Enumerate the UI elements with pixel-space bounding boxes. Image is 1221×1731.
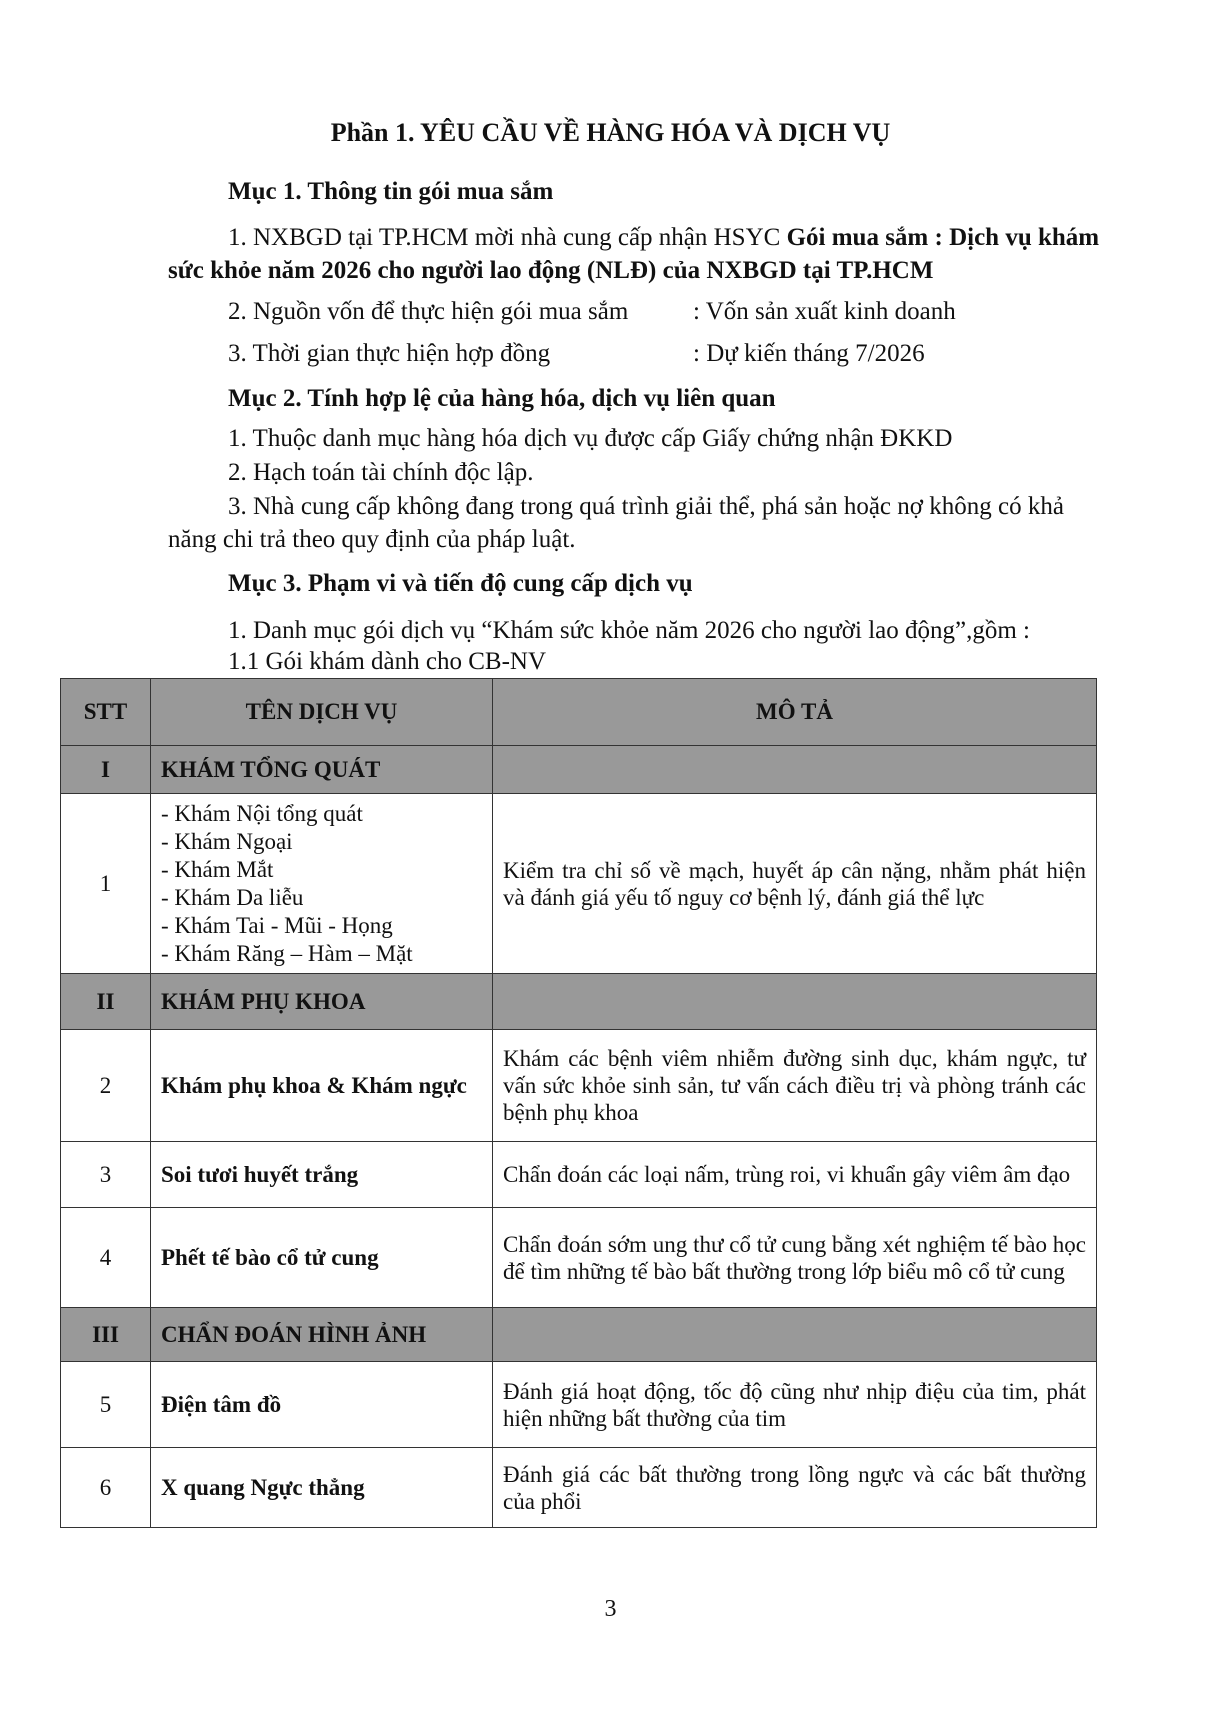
row-service-name: Điện tâm đồ bbox=[151, 1362, 493, 1448]
muc1-item2-label: 2. Nguồn vốn để thực hiện gói mua sắm bbox=[228, 298, 629, 325]
page-number: 3 bbox=[604, 1596, 617, 1622]
section-3-title: Mục 3. Phạm vi và tiến độ cung cấp dịch vụ bbox=[228, 570, 693, 597]
table-section-row bbox=[61, 974, 1097, 1030]
table-row bbox=[61, 1142, 1097, 1208]
list-item: - Khám Mắt bbox=[161, 856, 274, 882]
section-name: KHÁM TỔNG QUÁT bbox=[151, 746, 493, 794]
section-name: KHÁM PHỤ KHOA bbox=[151, 974, 493, 1030]
muc1-item2-value: : Vốn sản xuất kinh doanh bbox=[693, 298, 956, 325]
row-service-name: Khám phụ khoa & Khám ngực bbox=[151, 1030, 493, 1142]
muc2-item3-line2: năng chi trả theo quy định của pháp luật. bbox=[168, 526, 576, 553]
row-description: Khám các bệnh viêm nhiễm đường sinh dục, khám ngực, tư vấn sức khỏe sinh sản, tư vấn cách điều trị và phòng tránh các bệnh phụ khoa bbox=[493, 1030, 1097, 1142]
section-number: I bbox=[61, 746, 151, 794]
muc3-item1-1: 1.1 Gói khám dành cho CB-NV bbox=[228, 648, 547, 675]
table-row bbox=[61, 1362, 1097, 1448]
part-heading: Phần 1. YÊU CẦU VỀ HÀNG HÓA VÀ DỊCH VỤ bbox=[330, 118, 891, 147]
section-number: II bbox=[61, 974, 151, 1030]
muc1-item1-line2: sức khỏe năm 2026 cho người lao động (NLĐ) của NXBGD tại TP.HCM bbox=[168, 257, 934, 284]
row-description: Kiểm tra chỉ số về mạch, huyết áp cân nặng, nhằm phát hiện và đánh giá yếu tố nguy cơ bệnh lý, đánh giá thể lực bbox=[493, 794, 1097, 974]
row-stt: 4 bbox=[61, 1208, 151, 1308]
header-stt: STT bbox=[61, 679, 151, 746]
header-description: MÔ TẢ bbox=[493, 679, 1097, 746]
table-row bbox=[61, 1448, 1097, 1528]
row-service-name: Phết tế bào cổ tử cung bbox=[151, 1208, 493, 1308]
row-stt: 3 bbox=[61, 1142, 151, 1208]
muc3-item1: 1. Danh mục gói dịch vụ “Khám sức khỏe năm 2026 cho người lao động”,gồm : bbox=[228, 617, 1030, 644]
row-stt: 6 bbox=[61, 1448, 151, 1528]
section-name: CHẨN ĐOÁN HÌNH ẢNH bbox=[151, 1308, 493, 1362]
table-section-row bbox=[61, 746, 1097, 794]
list-item: - Khám Ngoại bbox=[161, 828, 293, 854]
muc1-item3-label: 3. Thời gian thực hiện hợp đồng bbox=[228, 340, 551, 367]
table-row bbox=[61, 794, 1097, 974]
table-row bbox=[61, 1208, 1097, 1308]
list-item: - Khám Nội tổng quát bbox=[161, 800, 363, 826]
muc2-item3-line1: 3. Nhà cung cấp không đang trong quá trình giải thể, phá sản hoặc nợ không có khả bbox=[228, 493, 1064, 520]
row-stt: 1 bbox=[61, 794, 151, 974]
muc1-item1-bold: Gói mua sắm : Dịch vụ khám bbox=[786, 224, 1100, 251]
header-service-name: TÊN DỊCH VỤ bbox=[151, 679, 493, 746]
list-item: - Khám Da liễu bbox=[161, 884, 304, 910]
muc1-item1-prefix: 1. NXBGD tại TP.HCM mời nhà cung cấp nhận HSYC bbox=[228, 224, 787, 251]
row-description: Đánh giá hoạt động, tốc độ cũng như nhịp điệu của tim, phát hiện những bất thường của tim bbox=[493, 1362, 1097, 1448]
muc1-item1-line1 bbox=[228, 224, 1099, 252]
row-service-name: X quang Ngực thẳng bbox=[151, 1448, 493, 1528]
table-section-row bbox=[61, 1308, 1097, 1362]
list-item: - Khám Răng – Hàm – Mặt bbox=[161, 940, 413, 966]
row-description: Đánh giá các bất thường trong lồng ngực và các bất thường của phổi bbox=[493, 1448, 1097, 1528]
row-service-list bbox=[151, 794, 493, 974]
section-2-title: Mục 2. Tính hợp lệ của hàng hóa, dịch vụ liên quan bbox=[228, 385, 776, 412]
table-header-row bbox=[61, 679, 1097, 746]
muc1-item3-value: : Dự kiến tháng 7/2026 bbox=[693, 340, 925, 367]
row-service-name: Soi tươi huyết trắng bbox=[151, 1142, 493, 1208]
list-item: - Khám Tai - Mũi - Họng bbox=[161, 912, 393, 938]
row-description: Chẩn đoán các loại nấm, trùng roi, vi khuẩn gây viêm âm đạo bbox=[493, 1142, 1097, 1208]
service-table bbox=[60, 678, 1097, 1528]
section-number: III bbox=[61, 1308, 151, 1362]
muc2-item1: 1. Thuộc danh mục hàng hóa dịch vụ được cấp Giấy chứng nhận ĐKKD bbox=[228, 425, 953, 452]
muc2-item2: 2. Hạch toán tài chính độc lập. bbox=[228, 459, 534, 486]
table-row bbox=[61, 1030, 1097, 1142]
section-1-title: Mục 1. Thông tin gói mua sắm bbox=[228, 178, 554, 205]
row-stt: 5 bbox=[61, 1362, 151, 1448]
row-stt: 2 bbox=[61, 1030, 151, 1142]
row-description: Chẩn đoán sớm ung thư cổ tử cung bằng xét nghiệm tế bào học để tìm những tế bào bất thường trong lớp biểu mô cổ tử cung bbox=[493, 1208, 1097, 1308]
